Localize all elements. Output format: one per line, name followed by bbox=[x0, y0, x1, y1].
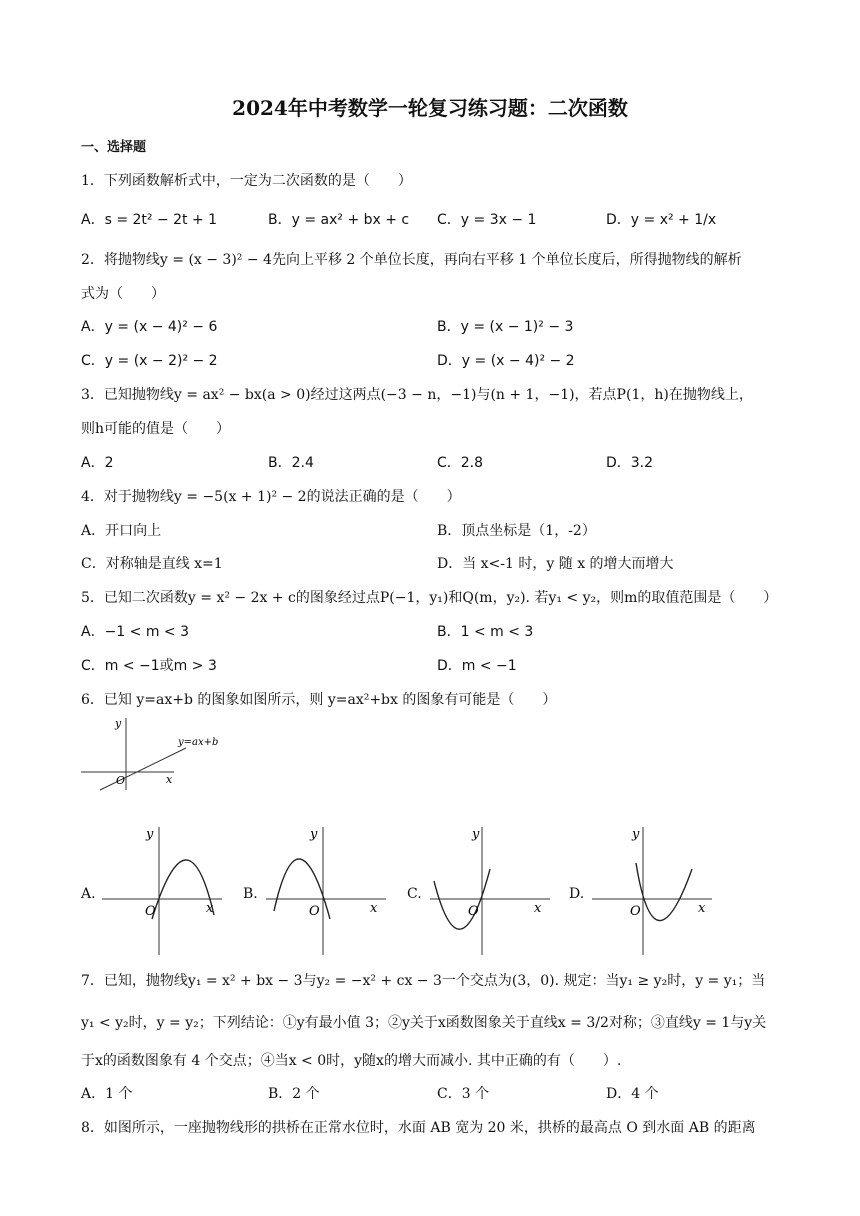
axis-y-label: y bbox=[310, 827, 318, 842]
axis-x-label: x bbox=[534, 901, 542, 916]
question-3-stem-line2: 则h可能的值是（ ） bbox=[81, 421, 231, 437]
q3-option-d: D．3.2 bbox=[606, 455, 654, 471]
q5-option-a: A．−1 < m < 3 bbox=[81, 624, 190, 640]
question-1-stem: 1．下列函数解析式中，一定为二次函数的是（ ） bbox=[81, 173, 412, 189]
axis-y-label: y bbox=[146, 827, 154, 842]
section-heading: 一、选择题 bbox=[81, 140, 147, 155]
axis-y-label: y bbox=[472, 827, 480, 842]
question-8-stem: 8．如图所示，一座抛物线形的拱桥在正常水位时，水面 AB 宽为 20 米，拱桥的最高点 O 到水面 AB 的距离 bbox=[81, 1120, 756, 1136]
q3-option-b: B．2.4 bbox=[268, 455, 314, 471]
question-4-stem: 4．对于抛物线y = −5(x + 1)² − 2的说法正确的是（ ） bbox=[81, 489, 461, 505]
q4-option-a: A．开口向上 bbox=[81, 523, 162, 539]
q4-option-b: B．顶点坐标是（1，-2） bbox=[437, 523, 596, 539]
q4-option-c: C．对称轴是直线 x=1 bbox=[81, 556, 223, 572]
question-2-stem-line2: 式为（ ） bbox=[81, 286, 165, 302]
origin-label: O bbox=[116, 774, 126, 787]
q6-option-c-graph bbox=[428, 823, 553, 958]
q7-option-b: B．2 个 bbox=[268, 1086, 320, 1102]
origin-label: O bbox=[468, 904, 479, 919]
origin-label: O bbox=[309, 904, 320, 919]
q7-option-a: A．1 个 bbox=[81, 1086, 133, 1102]
q1-option-d: D．y = x² + 1/x bbox=[606, 212, 717, 228]
q2-option-d: D．y = (x − 4)² − 2 bbox=[437, 353, 575, 369]
q6-option-b-graph bbox=[264, 823, 389, 958]
q6-option-c-label: C. bbox=[407, 886, 422, 902]
q7-option-c: C．3 个 bbox=[437, 1086, 490, 1102]
q4-option-d: D．当 x<-1 时，y 随 x 的增大而增大 bbox=[437, 556, 674, 572]
axis-y-label: y bbox=[115, 717, 122, 730]
axis-x-label: x bbox=[698, 901, 706, 916]
q5-option-c: C．m < −1或m > 3 bbox=[81, 658, 217, 674]
page-title: 2024年中考数学一轮复习练习题：二次函数 bbox=[232, 96, 628, 120]
q2-option-b: B．y = (x − 1)² − 3 bbox=[437, 319, 574, 335]
question-5-stem: 5．已知二次函数y = x² − 2x + c的图象经过点P(−1，y₁)和Q(m，y₂). 若y₁ < y₂，则m的取值范围是（ ） bbox=[81, 590, 778, 606]
origin-label: O bbox=[630, 904, 641, 919]
axis-y-label: y bbox=[632, 827, 640, 842]
q6-option-d-label: D. bbox=[569, 886, 585, 902]
q5-option-d: D．m < −1 bbox=[437, 658, 517, 674]
q3-option-a: A．2 bbox=[81, 455, 114, 471]
q2-option-c: C．y = (x − 2)² − 2 bbox=[81, 353, 218, 369]
origin-label: O bbox=[145, 904, 156, 919]
q7-option-d: D．4 个 bbox=[606, 1086, 659, 1102]
q5-option-b: B．1 < m < 3 bbox=[437, 624, 534, 640]
question-2-stem-line1: 2．将抛物线y = (x − 3)² − 4先向上平移 2 个单位长度，再向右平移 1 个单位长度后，所得抛物线的解析 bbox=[81, 252, 742, 268]
q6-option-a-graph bbox=[100, 823, 225, 958]
q2-option-a: A．y = (x − 4)² − 6 bbox=[81, 319, 218, 335]
q1-option-a: A．s = 2t² − 2t + 1 bbox=[81, 212, 218, 228]
line-label: y=ax+b bbox=[178, 737, 219, 748]
linear-function-figure bbox=[78, 712, 228, 794]
q6-option-d-graph bbox=[590, 823, 715, 958]
question-7-stem-line2: y₁ < y₂时，y = y₂；下列结论：①y有最小值 3；②y关于x函数图象关于直线x = 3/2对称；③直线y = 1与y关 bbox=[81, 1015, 767, 1031]
question-6-stem: 6．已知 y=ax+b 的图象如图所示，则 y=ax²+bx 的图象有可能是（ ） bbox=[81, 692, 557, 708]
axis-x-label: x bbox=[166, 773, 173, 786]
question-3-stem-line1: 3．已知抛物线y = ax² − bx(a > 0)经过这两点(−3 − n，−1)与(n + 1，−1)，若点P(1，h)在抛物线上， bbox=[81, 387, 753, 403]
axis-x-label: x bbox=[206, 901, 214, 916]
q6-option-a-label: A. bbox=[81, 886, 96, 902]
q6-option-b-label: B. bbox=[243, 886, 258, 902]
question-7-stem-line3: 于x的函数图象有 4 个交点；④当x < 0时，y随x的增大而减小. 其中正确的有（ ）. bbox=[81, 1053, 622, 1069]
q1-option-b: B．y = ax² + bx + c bbox=[268, 212, 410, 228]
question-7-stem-line1: 7．已知，抛物线y₁ = x² + bx − 3与y₂ = −x² + cx − 3一个交点为(3，0). 规定：当y₁ ≥ y₂时，y = y₁；当 bbox=[81, 973, 766, 989]
q3-option-c: C．2.8 bbox=[437, 455, 484, 471]
axis-x-label: x bbox=[370, 901, 378, 916]
q1-option-c: C．y = 3x − 1 bbox=[437, 212, 537, 228]
